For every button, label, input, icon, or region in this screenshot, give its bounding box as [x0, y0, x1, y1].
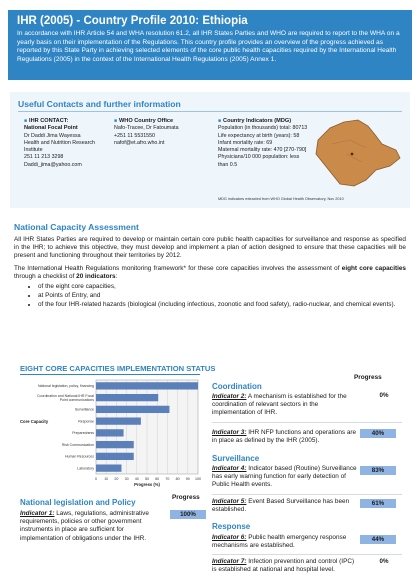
map-shape	[316, 120, 400, 186]
legislation-title: National legislation and Policy	[20, 498, 136, 507]
para2-text: :	[115, 272, 118, 280]
contacts-panel	[10, 92, 410, 208]
contact-line: Institute	[24, 147, 43, 154]
square-bullet-icon: ■	[114, 118, 118, 124]
bar	[96, 406, 169, 413]
indicator-7-progress: 0%	[379, 558, 389, 565]
indicator-7-text	[212, 558, 358, 574]
bar	[96, 464, 122, 471]
profile-header	[8, 10, 412, 80]
indicator-divider	[212, 494, 402, 495]
coordination-title: Coordination	[212, 382, 262, 391]
para2-bold-capacities: eight core capacities	[341, 264, 406, 272]
ethiopia-map-icon	[310, 114, 402, 192]
capacity-paragraph-1: All IHR States Parties are required to develop or maintain certain core public health capacities for surveillance and response as specified in the IHR; to achieve this objective, they must develop and implement a plan of action designed to ensure that these capacities will be present and functioning throughout their territories by 2012.	[14, 236, 406, 260]
who-office-line: Nafo-Tracee, Dr Fatoumata	[114, 125, 179, 132]
contacts-title: Useful Contacts and further information	[18, 99, 181, 109]
x-tick-label: 20	[114, 477, 119, 481]
bullet-item: • at Points of Entry, and	[38, 292, 406, 300]
chart-title: EIGHT CORE CAPACITIES IMPLEMENTATION STATUS	[20, 364, 216, 373]
group-label: Core Capacity	[20, 419, 49, 424]
category-label: Human Resources	[65, 454, 94, 459]
square-bullet-icon: ■	[24, 118, 28, 124]
indicator-5-progress: 61%	[360, 499, 396, 508]
category-label: Risk Communication	[61, 442, 94, 447]
indicators-heading: Country Indicators (MDG)	[223, 118, 292, 124]
bar	[96, 382, 198, 389]
bullet-item: • of the four IHR-related hazards (biological (including infectious, zoonotic and food safety), radio-nuclear, and chemical events).	[38, 301, 406, 309]
indicator-description: Indicator based (Routine) Surveillance has early warning function for early detection of Public Health events.	[212, 465, 357, 489]
indicator-label: Indicator 2:	[212, 393, 247, 400]
category-label: Laboratory	[77, 466, 94, 471]
ihr-contact-subheading: National Focal Point	[24, 125, 78, 132]
chart-title-rule	[20, 374, 200, 375]
contact-line: Health and Nutrition Research	[24, 139, 95, 146]
category-label: Coordination and National IHR Focal Point communications	[36, 394, 94, 402]
indicator-1-text	[20, 510, 166, 543]
header-intro: In accordance with IHR Article 54 and WHA resolution 61.2, all IHR States Parties and WHO are required to report to the WHA on a yearly basis on their implementation of the Regulations. This country profile provides an overview of the progress achieved as reported by this State Party in achieving selected elements of the core public health capacities required by the International Health Regulations (2005) in the context of the International Health Regulations (2005) Annex 1.	[17, 30, 400, 63]
para2-bold-indicators: 20 indicators	[76, 272, 116, 280]
indicator-2-text	[212, 393, 358, 418]
indicator-line: Physicians/10 000 population: less than 0.5	[218, 154, 300, 168]
category-label: Response	[78, 419, 94, 424]
indicator-description: A mechanism is established for the coordination of relevant sectors in the implementation of IHR.	[212, 393, 347, 417]
bullet-item: • of the eight core capacities,	[38, 283, 406, 291]
indicator-label: Indicator 4:	[212, 465, 247, 472]
ihr-contact-heading: IHR CONTACT:	[29, 118, 69, 124]
core-capacities-bar-chart	[18, 376, 204, 492]
who-office-email: nafof@et.afro.who.int	[114, 139, 165, 146]
indicator-description: Laws, regulations, administrative requirements, policies or other government instruments in place are sufficient for implementation of obligations under the IHR.	[20, 510, 149, 542]
response-title: Response	[212, 522, 251, 531]
bar	[96, 429, 124, 436]
x-tick-label: 70	[165, 477, 170, 481]
indicator-label: Indicator 5:	[212, 498, 247, 505]
x-tick-label: 60	[155, 477, 160, 481]
bar	[96, 394, 158, 401]
who-office-block	[114, 118, 204, 147]
indicator-3-progress: 40%	[360, 429, 396, 438]
who-office-phone: +251 11 5531550	[114, 132, 155, 139]
indicator-description: IHR NFP functions and operations are in place as defined by the IHR (2005).	[212, 429, 357, 445]
category-label: National legislation, policy, financing	[38, 384, 94, 389]
indicator-divider	[212, 554, 402, 555]
bar	[96, 441, 134, 448]
x-tick-label: 80	[175, 477, 180, 481]
map-source-note: MDG indicators extracted from WHO Global Health Observatory, Nov 2010	[218, 197, 344, 201]
progress-header-left: Progress	[172, 494, 200, 501]
who-office-heading: WHO Country Office	[119, 118, 174, 124]
ihr-contact-block	[24, 118, 104, 169]
country-indicators-block	[218, 118, 308, 169]
x-tick-label: 0	[95, 477, 97, 481]
bar	[96, 453, 134, 460]
category-label: Preparedness	[72, 431, 94, 436]
indicator-description: Event Based Surveillance has been established.	[212, 498, 350, 514]
x-tick-label: 90	[185, 477, 190, 481]
contact-line: Dr Daddi Jima Wayessa	[24, 132, 81, 139]
capacity-paragraph-2	[14, 265, 406, 281]
indicator-line: Life expectancy at birth (years): 58	[218, 132, 300, 139]
indicator-2-progress: 0%	[379, 392, 389, 399]
indicator-3-text	[212, 429, 358, 445]
indicator-label: Indicator 7:	[212, 558, 247, 565]
indicator-6-text	[212, 534, 358, 550]
para2-text: through a checklist of	[14, 272, 77, 280]
indicator-line: Infant mortality rate: 69	[218, 139, 273, 146]
indicator-divider	[212, 422, 402, 423]
page-title: IHR (2005) - Country Profile 2010: Ethiopia	[17, 15, 248, 27]
capacity-assessment	[14, 222, 406, 311]
surveillance-title: Surveillance	[212, 454, 260, 463]
indicator-line: Maternal mortality rate: 470 [270-790]	[218, 147, 307, 154]
indicator-4-progress: 83%	[360, 466, 396, 475]
capacity-title: National Capacity Assessment	[14, 222, 139, 232]
indicator-description: Infection prevention and control (IPC) is established at national and hospital level.	[212, 558, 355, 574]
indicator-label: Indicator 3:	[212, 429, 247, 436]
capacity-bullets	[14, 283, 406, 310]
progress-header-right: Progress	[354, 374, 382, 381]
indicator-label: Indicator 6:	[212, 534, 247, 541]
indicator-4-text	[212, 465, 358, 490]
x-tick-label: 100	[195, 477, 201, 481]
bar	[96, 417, 141, 424]
x-tick-label: 10	[104, 477, 109, 481]
contact-email: Daddi_jima@yahoo.com	[24, 161, 82, 168]
indicator-5-text	[212, 498, 358, 514]
indicator-description: Public health emergency response mechanisms are established.	[212, 534, 347, 550]
category-label: Surveillance	[74, 407, 94, 412]
contact-phone: 251 11 213 3298	[24, 154, 64, 161]
indicator-line: Population (in thousands) total: 80713	[218, 125, 308, 132]
capital-marker	[351, 153, 354, 156]
indicator-label: Indicator 1:	[20, 510, 55, 517]
x-tick-label: 30	[124, 477, 129, 481]
x-tick-label: 50	[145, 477, 149, 481]
contacts-divider	[18, 111, 402, 112]
indicator-6-progress: 44%	[360, 535, 396, 544]
indicator-1-progress: 100%	[170, 510, 206, 519]
x-axis-title: Progress (%)	[134, 482, 160, 487]
x-tick-label: 40	[134, 477, 139, 481]
para2-text: The International Health Regulations monitoring framework* for these core capacities involves the assessment of	[14, 264, 342, 272]
square-bullet-icon: ■	[218, 118, 222, 124]
